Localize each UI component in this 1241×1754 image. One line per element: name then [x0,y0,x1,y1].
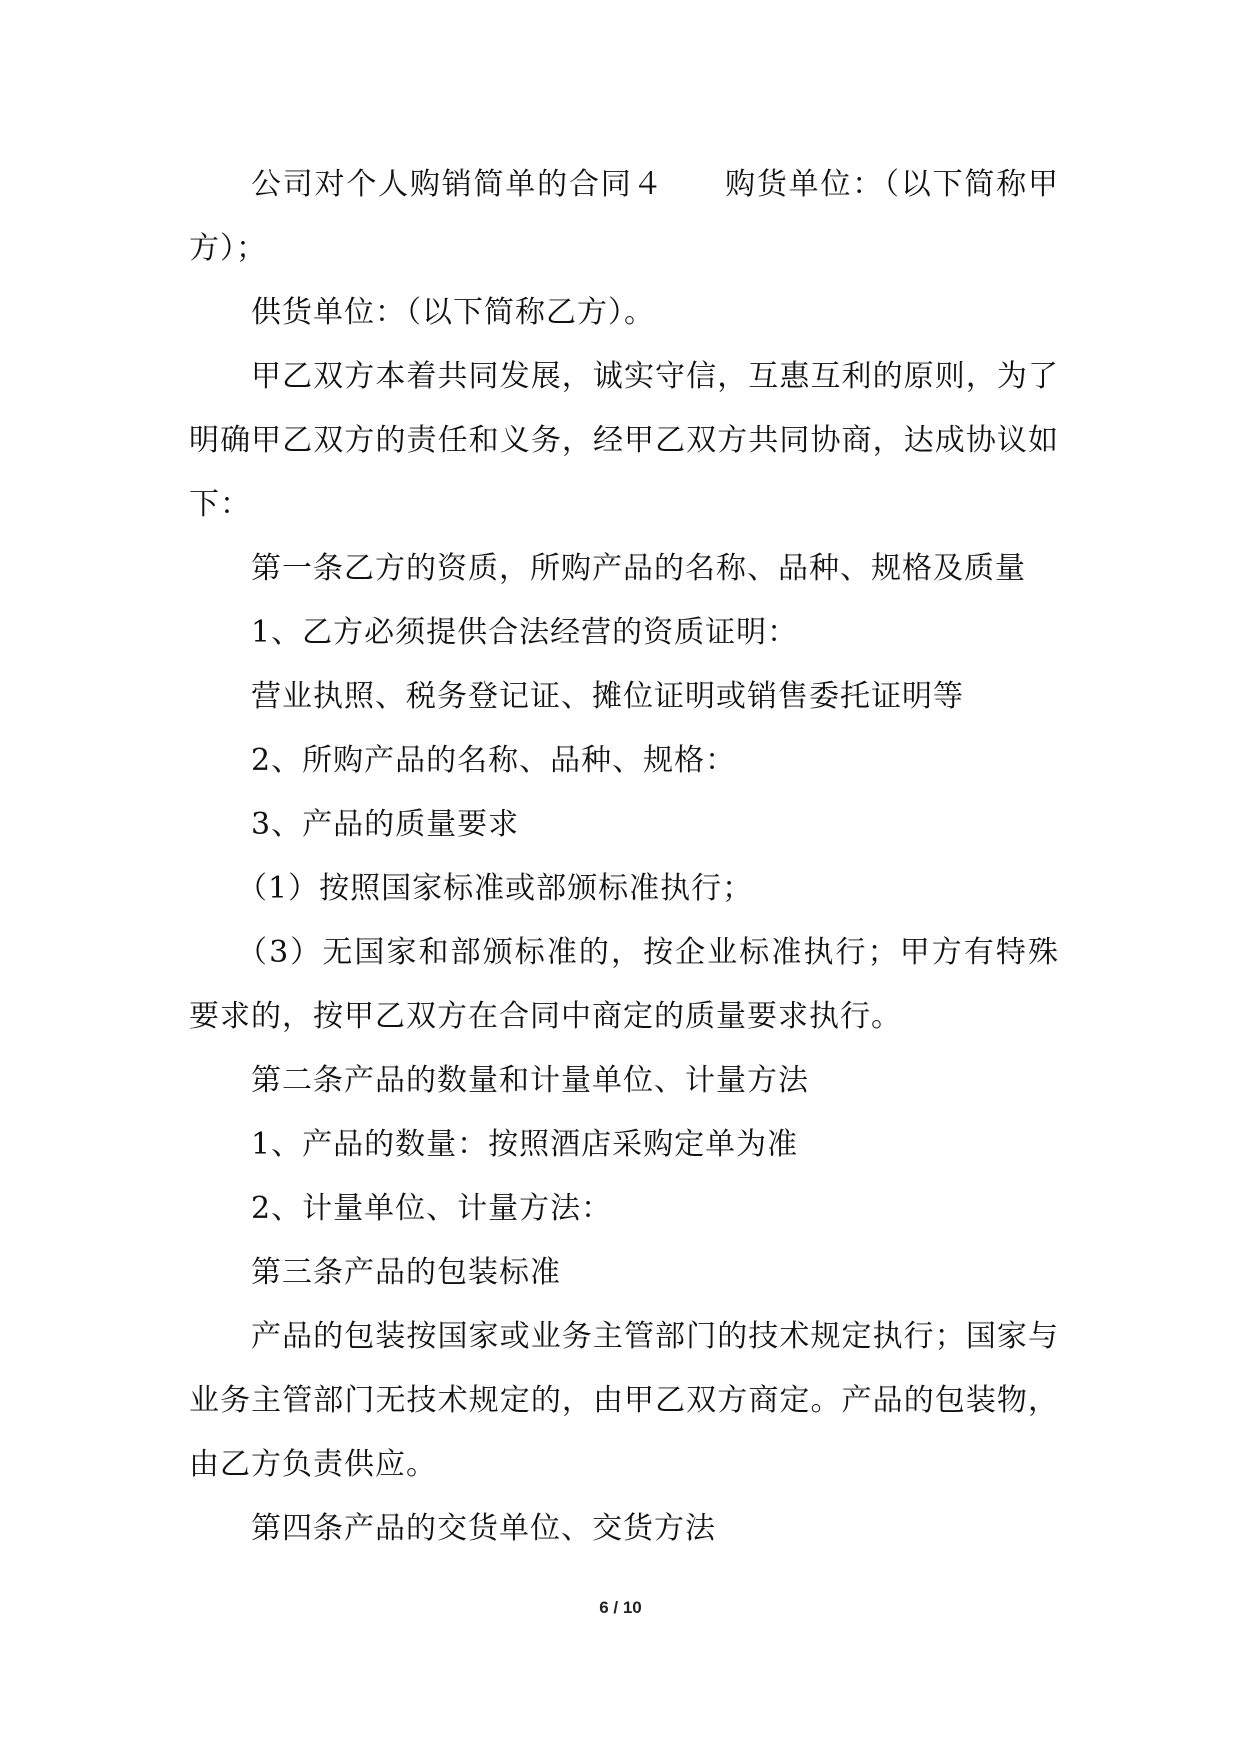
article-3-body: 产品的包装按国家或业务主管部门的技术规定执行；国家与业务主管部门无技术规定的，由甲乙双方商定。产品的包装物，由乙方负责供应。 [189,1319,1059,1482]
supplier-line: 供货单位：（以下简称乙方）。 [251,295,655,330]
article-1-item-3: 3、产品的质量要求 [251,807,520,842]
buyer-line: 购货单位：（以下简称甲方）； [189,167,1060,266]
article-1-item-3-sub-3: （3）无国家和部颁标准的，按企业标准执行；甲方有特殊要求的，按甲乙双方在合同中商定的质量要求执行。 [189,935,1059,1034]
contract-title-paragraph [189,153,1059,281]
article-1-item-3-sub-1: （1）按照国家标准或部颁标准执行； [237,871,754,906]
article-2-item-1: 1、产品的数量：按照酒店采购定单为准 [251,1127,799,1162]
article-3-heading: 第三条产品的包装标准 [251,1255,561,1290]
preamble-paragraph: 甲乙双方本着共同发展，诚实守信，互惠互利的原则，为了明确甲乙双方的责任和义务，经甲乙双方共同协商，达成协议如下： [189,359,1059,522]
article-4-heading: 第四条产品的交货单位、交货方法 [251,1511,716,1546]
article-2-item-2: 2、计量单位、计量方法： [251,1191,613,1226]
article-2-heading: 第二条产品的数量和计量单位、计量方法 [251,1063,809,1098]
page-number: 6 / 10 [599,1598,642,1617]
article-1-item-1: 1、乙方必须提供合法经营的资质证明： [251,615,799,650]
article-1-item-1-detail: 营业执照、税务登记证、摊位证明或销售委托证明等 [251,679,964,714]
contract-title: 公司对个人购销简单的合同４ [251,167,665,202]
article-1-heading: 第一条乙方的资质，所购产品的名称、品种、规格及质量 [251,551,1026,586]
document-body [189,153,1059,1561]
article-1-item-2: 2、所购产品的名称、品种、规格： [251,743,737,778]
